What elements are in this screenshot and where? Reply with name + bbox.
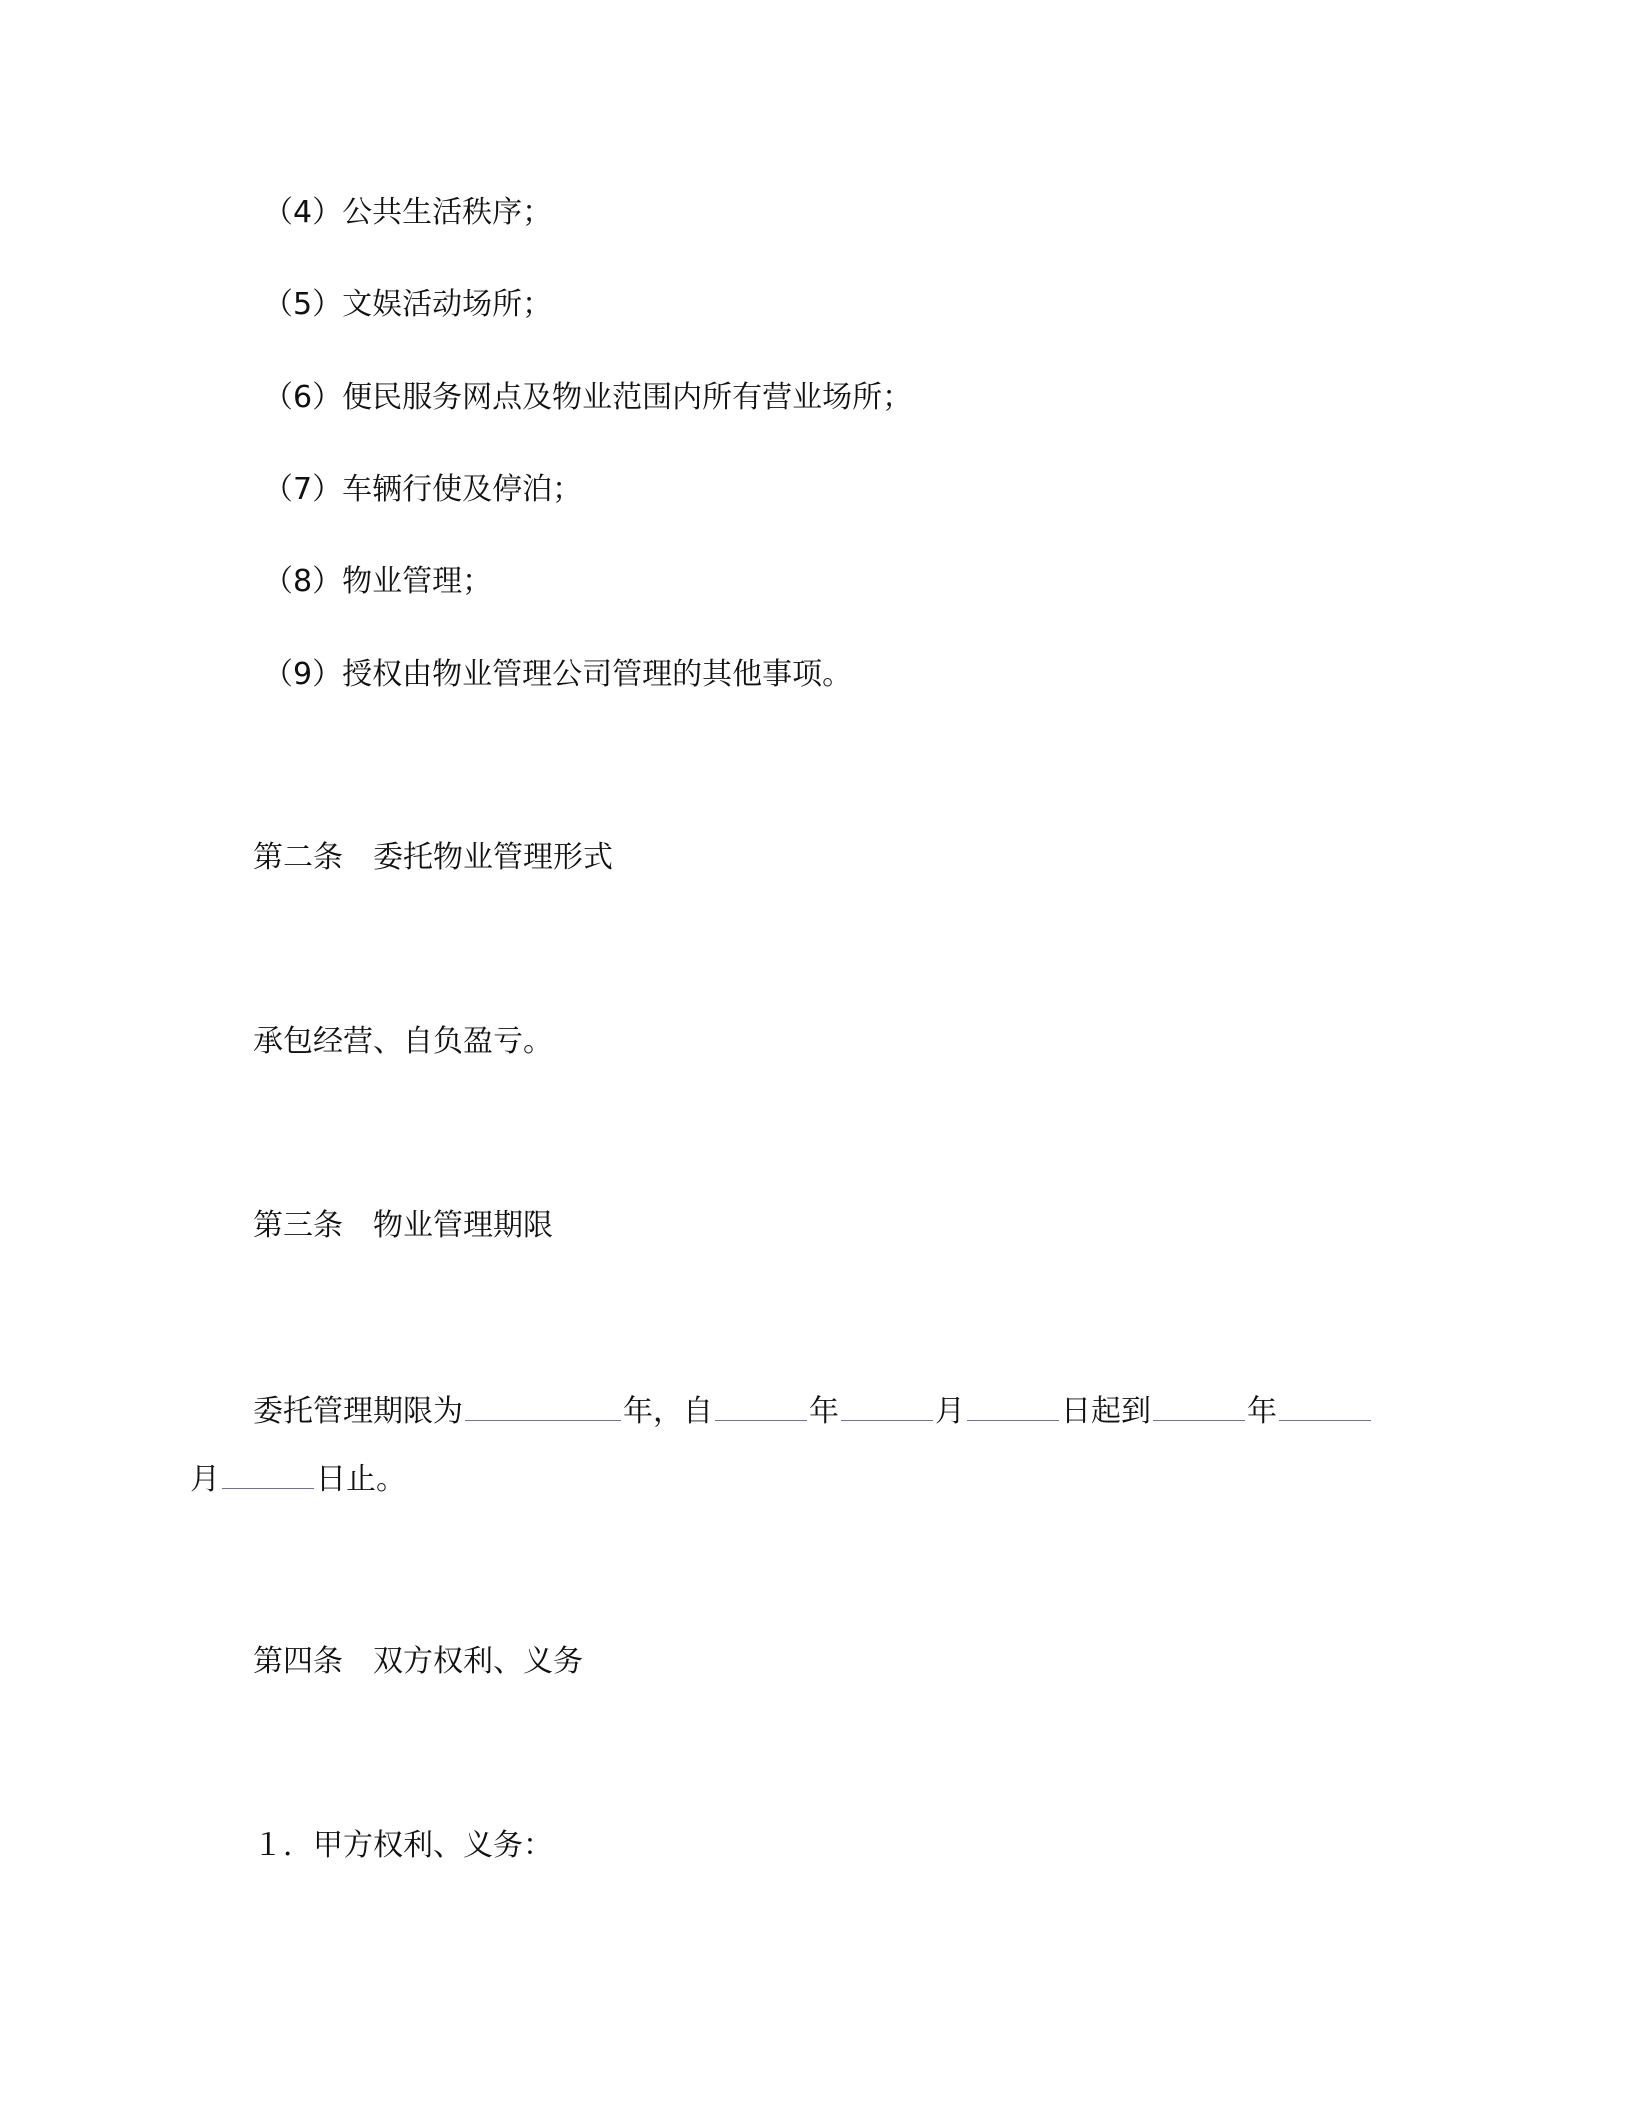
- article-4-sub-1: １．甲方权利、义务：: [253, 1828, 553, 1863]
- article-2-heading: 第二条 委托物业管理形式: [253, 840, 613, 875]
- start-day-label: 日起到: [1061, 1394, 1151, 1429]
- start-year-label: 年: [809, 1394, 839, 1429]
- end-day-label: 日止。: [316, 1462, 406, 1497]
- start-year-blank: [715, 1390, 807, 1421]
- term-line-1: [253, 1390, 1373, 1432]
- end-month-label: 月: [190, 1462, 220, 1497]
- end-year-blank: [1153, 1390, 1245, 1421]
- article-4-heading: 第四条 双方权利、义务: [253, 1644, 583, 1679]
- article-2-body: 承包经营、自负盈亏。: [253, 1024, 553, 1059]
- list-item-5: （5）文娱活动场所；: [263, 287, 553, 322]
- list-item-6: （6）便民服务网点及物业范围内所有营业场所；: [263, 380, 913, 415]
- list-item-9: （9）授权由物业管理公司管理的其他事项。: [263, 657, 853, 692]
- term-prefix: 委托管理期限为: [253, 1394, 463, 1429]
- article-3-heading: 第三条 物业管理期限: [253, 1208, 553, 1243]
- end-day-blank: [222, 1458, 314, 1489]
- start-month-label: 月: [935, 1394, 965, 1429]
- end-year-label: 年: [1247, 1394, 1277, 1429]
- term-length-blank: [465, 1390, 621, 1421]
- term-line-2: [190, 1458, 406, 1500]
- term-year-label: 年，自: [623, 1394, 713, 1429]
- end-month-blank: [1279, 1390, 1371, 1421]
- list-item-8: （8）物业管理；: [263, 564, 493, 599]
- list-item-7: （7）车辆行使及停泊；: [263, 472, 583, 507]
- start-day-blank: [967, 1390, 1059, 1421]
- start-month-blank: [841, 1390, 933, 1421]
- list-item-4: （4）公共生活秩序；: [263, 195, 553, 230]
